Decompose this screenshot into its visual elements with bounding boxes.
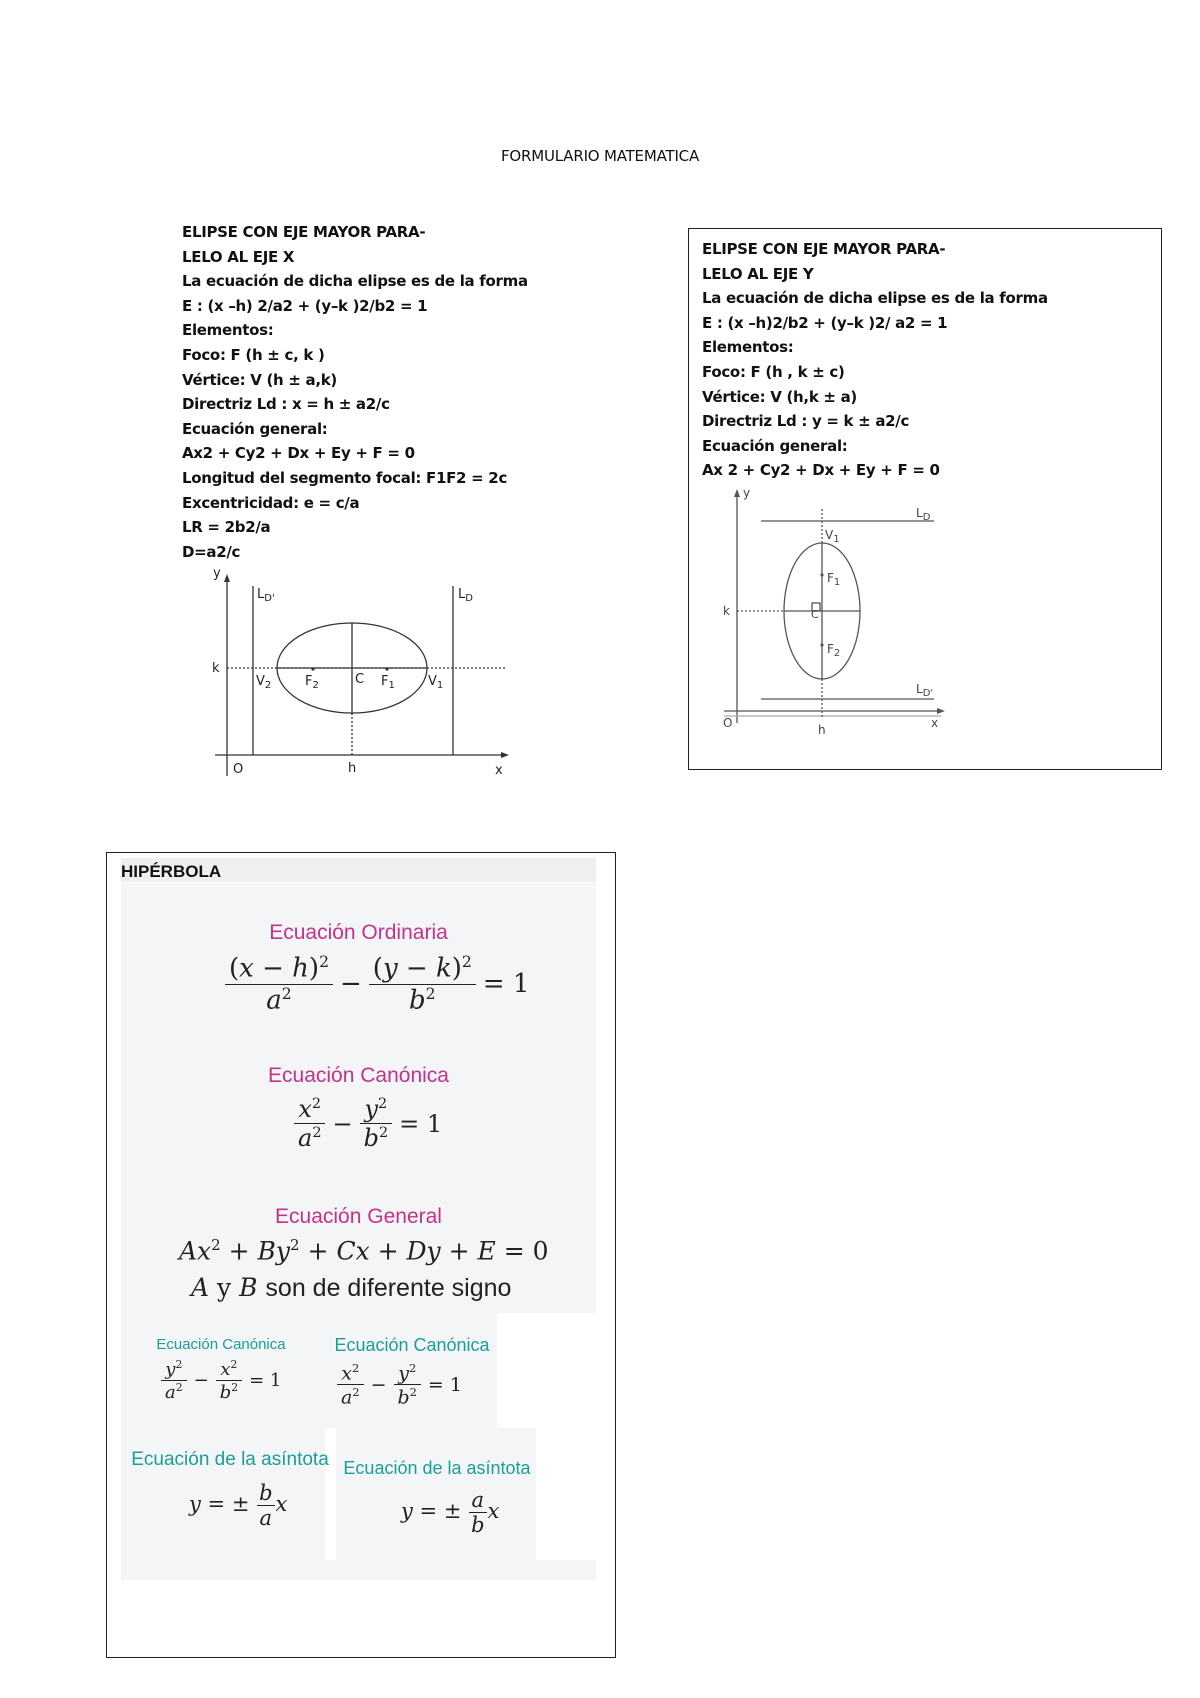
directrix-top-label: $L_D$ bbox=[916, 506, 931, 523]
hyperbola-bottom-strip bbox=[121, 1560, 596, 1580]
directrix-right-label: $L_D$ bbox=[458, 587, 473, 604]
ellipse-y-diagram bbox=[719, 487, 949, 744]
ellipse-x-line: LR = 2b2/a bbox=[182, 518, 271, 537]
general-equation: $Ax^2 + By^2 + Cx + Dy + E = 0$ bbox=[179, 1236, 549, 1266]
hyperbola-panel bbox=[106, 852, 616, 1658]
ellipse-y-line: ELIPSE CON EJE MAYOR PARA- bbox=[702, 240, 946, 258]
asymptote-1-equation: y = ± $\frac{b}{a}$ x bbox=[189, 1481, 288, 1530]
directrix-left-label: $L_{D'}$ bbox=[257, 587, 275, 604]
x-axis-label: x bbox=[495, 763, 503, 778]
h-label: h bbox=[818, 723, 826, 737]
canonical-y-equation: $\frac{y^2}{a^2}$ − $\frac{x^2}{b^2}$ = 1 bbox=[157, 1358, 284, 1403]
focus-bottom-label: $F_2$ bbox=[827, 642, 841, 659]
ellipse-y-line: Elementos: bbox=[702, 338, 794, 357]
focus-right-label: $F_1$ bbox=[381, 674, 395, 691]
canonical-x-equation: $\frac{x^2}{a^2}$ − $\frac{y^2}{b^2}$ = 1 bbox=[333, 1361, 465, 1409]
hyperbola-title: HIPÉRBOLA bbox=[121, 862, 222, 881]
ellipse-x-line: Ecuación general: bbox=[182, 419, 328, 438]
page-title: FORMULARIO MATEMATICA bbox=[501, 147, 699, 165]
ellipse-y-line: Ax 2 + Cy2 + Dx + Ey + F = 0 bbox=[702, 461, 940, 480]
x-axis-arrow bbox=[937, 708, 945, 714]
h-label: h bbox=[348, 761, 357, 776]
focus-left-label: $F_2$ bbox=[305, 674, 319, 691]
ellipse-x-line: Directriz Ld : x = h ± a2/c bbox=[182, 395, 390, 414]
vertex-left-label: $V_2$ bbox=[256, 674, 272, 691]
y-axis-arrow bbox=[224, 574, 230, 582]
ellipse-x-line: D=a2/c bbox=[182, 542, 241, 561]
focus-left-dot bbox=[311, 667, 314, 670]
asymptote-2-label: Ecuación de la asíntota bbox=[343, 1458, 531, 1478]
ellipse-x-line: La ecuación de dicha elipse es de la forma bbox=[182, 272, 528, 291]
ellipse-y-formulas bbox=[702, 237, 1048, 483]
ordinary-equation-label: Ecuación Ordinaria bbox=[269, 921, 448, 944]
general-equation-note: A y B son de diferente signo bbox=[191, 1273, 512, 1302]
asymptote-1-label: Ecuación de la asíntota bbox=[131, 1449, 329, 1470]
x-axis-label: x bbox=[931, 716, 939, 730]
origin-label: O bbox=[723, 716, 733, 730]
k-label: k bbox=[723, 604, 730, 618]
ordinary-equation: $\frac{(x - h)^2}{a^2}$ − $\frac{(y - k)^2}{b^2}$ = 1 bbox=[221, 953, 532, 1015]
ellipse-x-line: Vértice: V (h ± a,k) bbox=[182, 370, 337, 389]
ellipse-y-line: Ecuación general: bbox=[702, 436, 848, 455]
canonical-y-label: Ecuación Canónica bbox=[156, 1336, 286, 1353]
ellipse-y-line: Directriz Ld : y = k ± a2/c bbox=[702, 412, 910, 431]
focus-top-label: $F_1$ bbox=[827, 571, 841, 588]
general-equation-label: Ecuación General bbox=[275, 1205, 442, 1228]
focus-top-dot bbox=[820, 573, 823, 576]
center-label: C bbox=[355, 672, 365, 687]
ellipse-y-line: Vértice: V (h,k ± a) bbox=[702, 387, 857, 406]
ellipse-y-panel bbox=[688, 228, 1162, 770]
y-axis-label: y bbox=[743, 487, 751, 500]
ellipse-x-line: E : (x –h) 2/a2 + (y–k )2/b2 = 1 bbox=[182, 296, 428, 315]
focus-bottom-dot bbox=[820, 643, 823, 646]
ellipse-x-line: Longitud del segmento focal: F1F2 = 2c bbox=[182, 468, 508, 487]
ellipse-y-line: La ecuación de dicha elipse es de la forma bbox=[702, 289, 1048, 308]
ellipse-y-line: E : (x –h)2/b2 + (y–k )2/ a2 = 1 bbox=[702, 313, 948, 332]
asymptote-2-equation: y = ± $\frac{a}{b}$ x bbox=[401, 1488, 500, 1537]
directrix-bottom-label: $L_{D'}$ bbox=[916, 682, 934, 699]
ellipse-y-line: Foco: F (h , k ± c) bbox=[702, 362, 845, 381]
ellipse-x-diagram bbox=[205, 568, 515, 780]
ellipse-x-line: Excentricidad: e = c/a bbox=[182, 493, 360, 512]
ellipse-y-line: LELO AL EJE Y bbox=[702, 264, 814, 283]
ellipse-x-line: LELO AL EJE X bbox=[182, 247, 295, 266]
ellipse-x-line: Ax2 + Cy2 + Dx + Ey + F = 0 bbox=[182, 444, 415, 463]
vertex-top-label: $V_1$ bbox=[825, 528, 840, 545]
origin-label: O bbox=[233, 762, 244, 777]
canonical-equation-label: Ecuación Canónica bbox=[268, 1064, 449, 1087]
x-axis-arrow bbox=[501, 752, 509, 758]
ellipse-x-line: Foco: F (h ± c, k ) bbox=[182, 345, 325, 364]
k-label: k bbox=[212, 661, 220, 676]
center-label: C bbox=[811, 608, 819, 621]
ellipse-x-line: Elementos: bbox=[182, 321, 274, 340]
ellipse-x-line: ELIPSE CON EJE MAYOR PARA- bbox=[182, 223, 426, 241]
ellipse-x-formulas bbox=[182, 220, 528, 564]
focus-right-dot bbox=[385, 667, 388, 670]
canonical-x-label: Ecuación Canónica bbox=[334, 1335, 490, 1355]
y-axis-arrow bbox=[734, 489, 740, 497]
y-axis-label: y bbox=[213, 568, 221, 581]
canonical-equation: $\frac{x^2}{a^2}$ − $\frac{y^2}{b^2}$ = 1 bbox=[290, 1095, 445, 1152]
vertex-right-label: $V_1$ bbox=[428, 674, 444, 691]
